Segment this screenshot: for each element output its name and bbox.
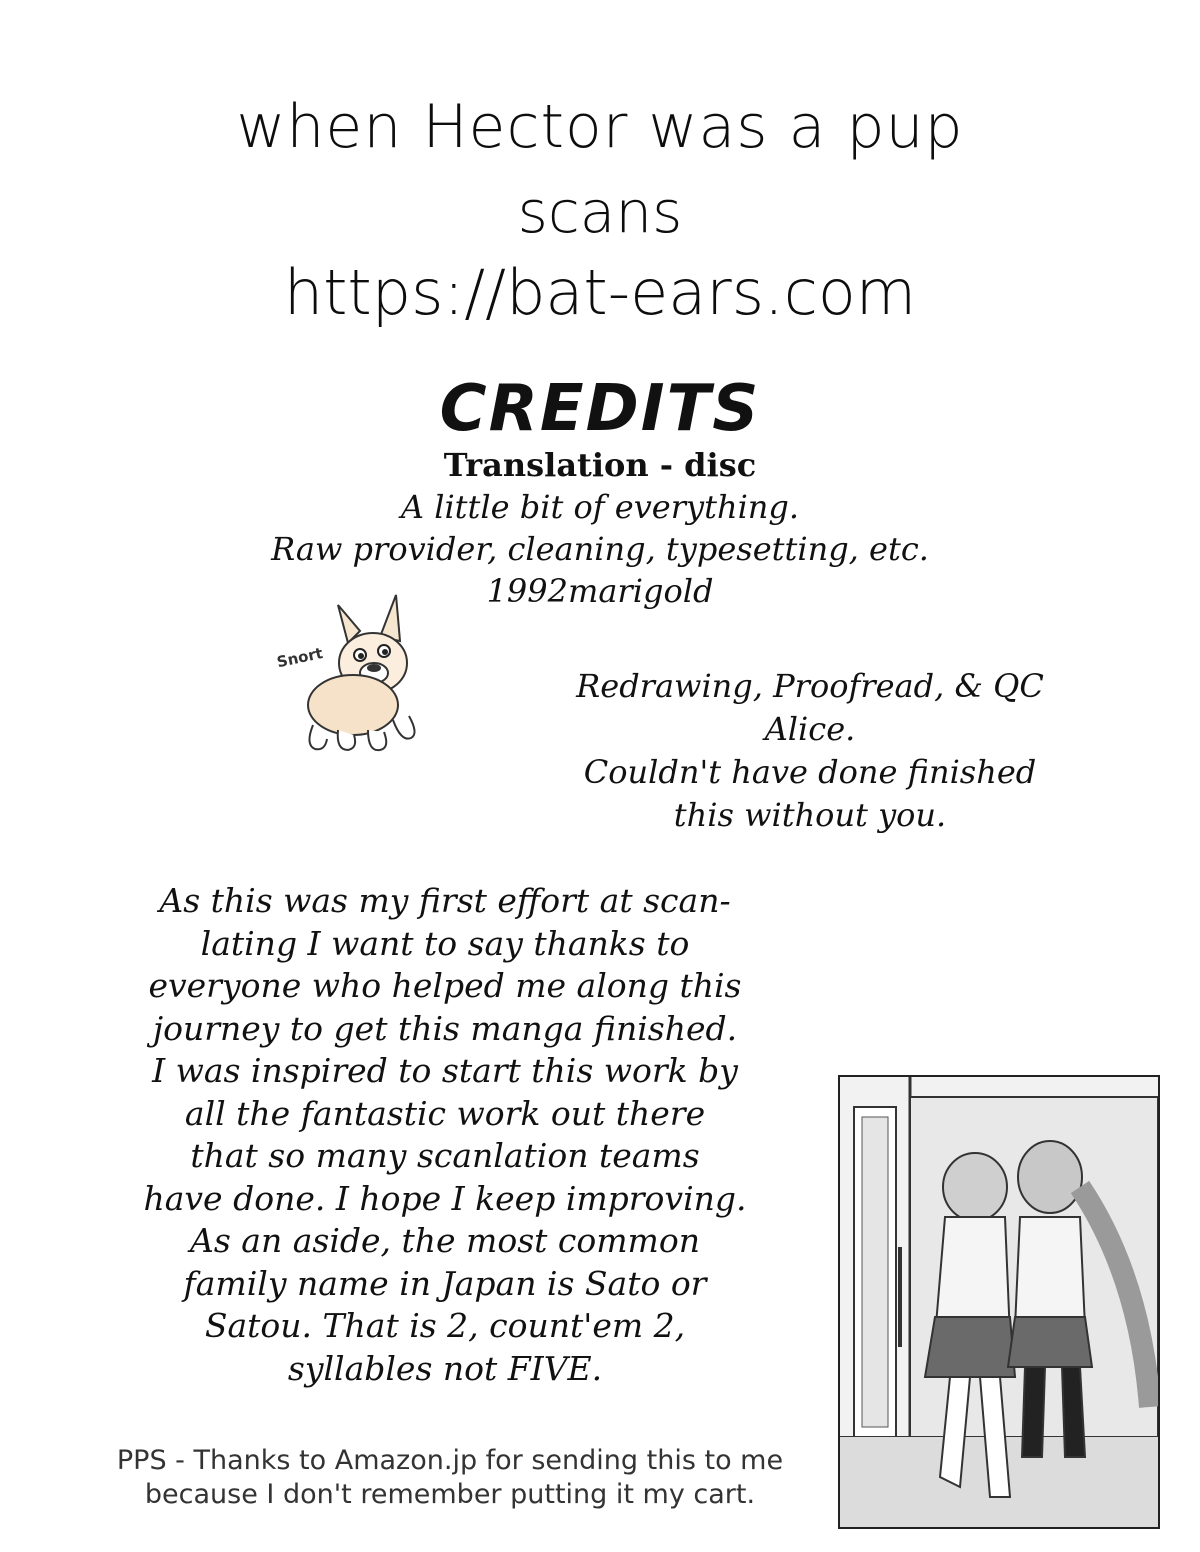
header-subtitle: scans (517, 178, 683, 246)
translation-credit: Translation - disc (443, 446, 757, 484)
alice-line-2: Alice. (764, 710, 856, 748)
header-title: when Hector was a pup (236, 92, 964, 162)
dog-label: Snort (275, 644, 325, 672)
alice-credit (500, 665, 1120, 837)
credits-heading: CREDITS (439, 372, 761, 446)
alice-line-1: Redrawing, Proofread, & QC (576, 667, 1044, 705)
message-line: I was inspired to start this work by (152, 1051, 738, 1090)
message-line: journey to get this manga finished. (152, 1008, 738, 1048)
alice-line-4: this without you. (673, 796, 947, 834)
message-line: lating I want to say thanks to (200, 923, 690, 963)
manga-panel-image (838, 1075, 1160, 1529)
header-url: https://bat-ears.com (283, 256, 917, 329)
disc-line-3: 1992marigold (486, 572, 714, 610)
pps-line-1: PPS - Thanks to Amazon.jp for sending this to me (116, 1445, 784, 1476)
message-line: everyone who helped me along this (148, 966, 742, 1005)
disc-line-1: A little bit of everything. (400, 488, 800, 526)
message-line: Satou. That is 2, count'em 2, (204, 1306, 686, 1345)
alice-line-3: Couldn't have done finished (583, 753, 1037, 791)
pps-line-2: because I don't remember putting it my cart. (144, 1479, 756, 1510)
message-line: syllables not FIVE. (287, 1348, 603, 1388)
message-line: that so many scanlation teams (190, 1136, 700, 1175)
message-line: all the fantastic work out there (184, 1093, 706, 1133)
disc-line-2: Raw provider, cleaning, typesetting, etc. (271, 530, 929, 568)
message-line: have done. I hope I keep improving. (143, 1178, 747, 1218)
pps-note (60, 1444, 840, 1512)
dog-illustration (268, 585, 438, 770)
message-line: As an aside, the most common (190, 1221, 700, 1260)
message-line: family name in Japan is Sato or (183, 1263, 707, 1303)
message-line: As this was my first effort at scan- (159, 881, 731, 920)
thanks-message (60, 880, 830, 1390)
